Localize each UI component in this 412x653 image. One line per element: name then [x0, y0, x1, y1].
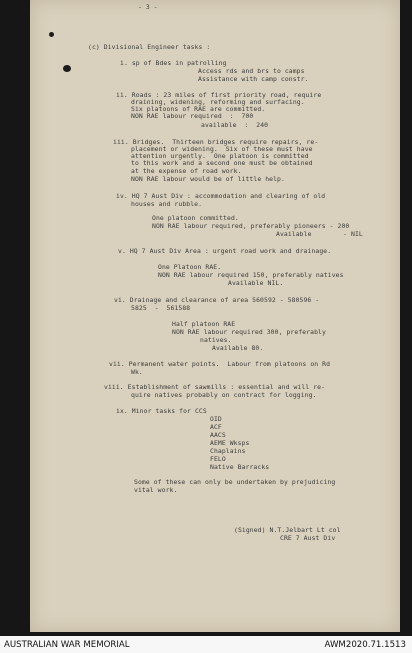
item-iii-line: at the expense of road work.: [131, 167, 242, 175]
item-iii-line: NON RAE labour would be of little help.: [131, 175, 285, 183]
closing-remark: Some of these can only be undertaken by prejudicing: [134, 478, 336, 486]
item-v-line: One Platoon RAE.: [158, 263, 222, 271]
ink-blot: [49, 32, 54, 37]
item-vi-line: Half platoon RAE: [172, 320, 236, 328]
item-ii-line: available : 240: [201, 121, 269, 129]
minor-task-item: OID: [210, 415, 222, 423]
item-vi-line: NON RAE labour required 300, preferably: [172, 328, 326, 336]
item-iii-line: placement or widening. Six of these must have: [131, 145, 313, 153]
item-iv-line: One platoon committed.: [152, 214, 239, 222]
page-number: - 3 -: [138, 3, 158, 11]
item-viii-line: viii. Establishment of sawmills : essential and will re-: [104, 383, 326, 391]
item-v-line: NON RAE labour required 150, preferably natives: [158, 271, 344, 279]
item-i-line: i. sp of Bdes in patrolling: [120, 59, 227, 67]
minor-task-item: ACF: [210, 423, 222, 431]
archive-footer: [0, 636, 412, 653]
minor-task-item: Native Barracks: [210, 463, 270, 471]
item-ii-line: Six platoons of RAE are committed.: [131, 105, 266, 113]
item-iv-line: Available - NIL: [276, 230, 363, 238]
item-vi-line: 5825 - 561588: [131, 304, 191, 312]
minor-task-item: FELO: [210, 455, 226, 463]
item-iii-line: attention urgently. One platoon is committed: [131, 152, 309, 160]
item-iv-line: houses and rubble.: [131, 200, 203, 208]
item-vi-line: vi. Drainage and clearance of area 560592 - 580596 -: [114, 296, 320, 304]
closing-remark: vital work.: [134, 486, 178, 494]
item-v-line: Available NIL.: [228, 279, 284, 287]
minor-task-item: AACS: [210, 431, 226, 439]
footer-institution: AUSTRALIAN WAR MEMORIAL: [4, 640, 130, 650]
item-viii-line: quire natives probably on contract for logging.: [131, 391, 317, 399]
item-vi-line: Available 80.: [212, 344, 264, 352]
item-iv-line: iv. HQ 7 Aust Div : accommodation and clearing of old: [116, 192, 326, 200]
item-vii-line: Wk.: [131, 368, 143, 376]
item-i-line: Access rds and brs to camps: [198, 67, 305, 75]
item-iii-line: to this work and a second one must be obtained: [131, 159, 313, 167]
footer-accession-number: AWM2020.71.1513: [324, 640, 406, 650]
minor-task-item: AEME Wksps: [210, 439, 250, 447]
item-ii-line: ii. Roads : 23 miles of first priority road, require: [116, 91, 322, 99]
item-vii-line: vii. Permanent water points. Labour from platoons on Rd: [109, 360, 331, 368]
section-heading: (c) Divisional Engineer tasks :: [88, 43, 211, 51]
item-ix-line: ix. Minor tasks for CCS: [116, 407, 207, 415]
document-page: [30, 0, 400, 632]
ink-blot: [63, 65, 71, 72]
item-ii-line: draining, widening, reforming and surfacing.: [131, 98, 305, 106]
item-iii-line: iii. Bridges. Thirteen bridges require repairs, re-: [113, 138, 319, 146]
signature-line: (Signed) N.T.Jelbart Lt col: [234, 526, 341, 534]
item-iv-line: NON RAE labour required, preferably pioneers - 200: [152, 222, 350, 230]
minor-task-item: Chaplains: [210, 447, 246, 455]
item-v-line: v. HQ 7 Aust Div Area : urgent road work and drainage.: [118, 247, 332, 255]
signature-line: CRE 7 Aust Div: [280, 534, 336, 542]
item-vi-line: natives.: [200, 336, 232, 344]
item-i-line: Assistance with camp constr.: [198, 75, 309, 83]
item-ii-line: NON RAE labour required : 700: [131, 112, 254, 120]
